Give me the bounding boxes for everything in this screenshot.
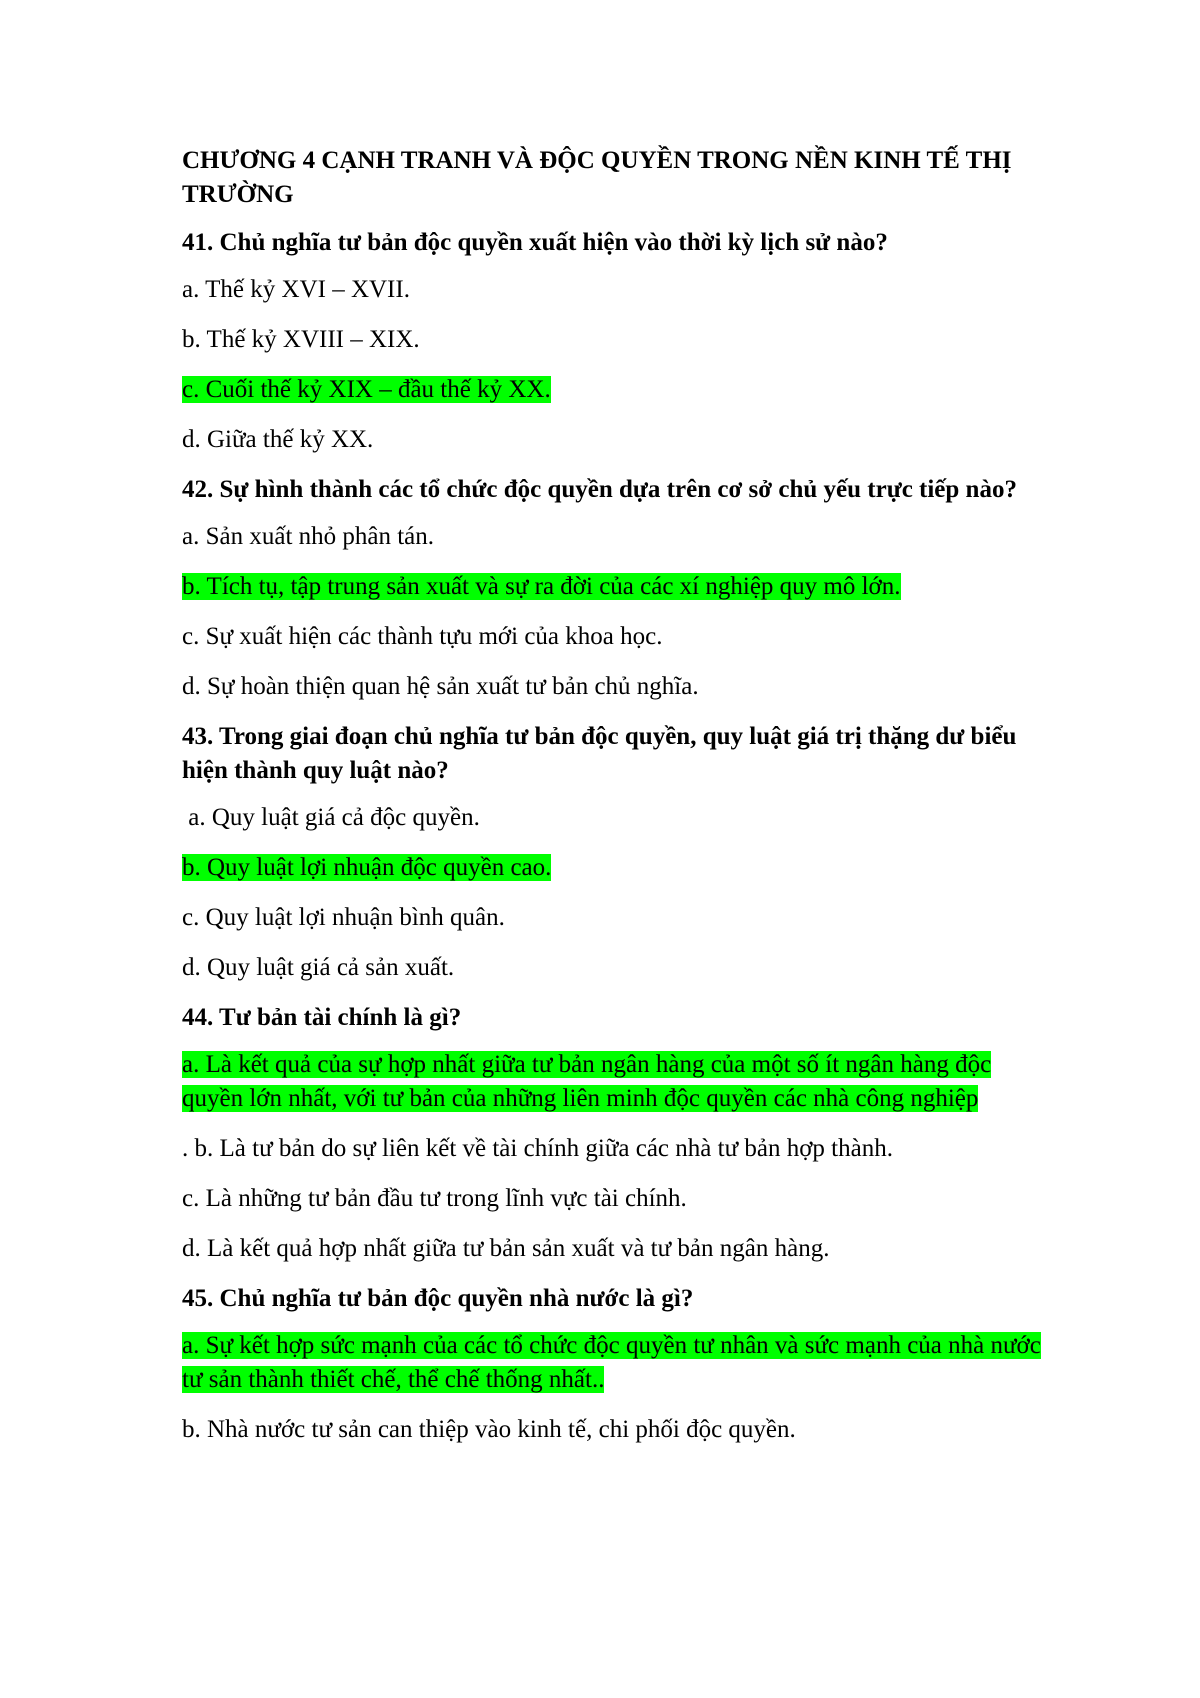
correct-answer-option: [182, 851, 1042, 885]
answer-option-text: d. Quy luật giá cả sản xuất.: [182, 954, 455, 981]
question-block: [182, 1001, 1040, 1266]
answer-option-text: c. Là những tư bản đầu tư trong lĩnh vực tài chính.: [182, 1185, 687, 1212]
question-block: [182, 720, 1040, 985]
answer-option: [182, 520, 1042, 554]
answer-option: [182, 1132, 1042, 1166]
answer-option: [182, 670, 1042, 704]
answer-option-text: c. Quy luật lợi nhuận bình quân.: [182, 904, 505, 931]
answer-option: [182, 801, 1042, 835]
answer-option-text: a. Thế kỷ XVI – XVII.: [182, 276, 410, 303]
highlighted-answer-text: b. Tích tụ, tập trung sản xuất và sự ra đời của các xí nghiệp quy mô lớn.: [182, 573, 901, 600]
answer-option: [182, 951, 1042, 985]
highlighted-answer-text: c. Cuối thế kỷ XIX – đầu thế kỷ XX.: [182, 376, 551, 403]
answer-option-text: b. Nhà nước tư sản can thiệp vào kinh tế, chi phối độc quyền.: [182, 1416, 796, 1443]
correct-answer-option: [182, 1048, 1042, 1116]
question-block: [182, 1282, 1040, 1447]
answer-option: [182, 423, 1042, 457]
answer-option-text: a. Quy luật giá cả độc quyền.: [182, 804, 480, 831]
chapter-heading: CHƯƠNG 4 CẠNH TRANH VÀ ĐỘC QUYỀN TRONG NỀN KINH TẾ THỊ TRƯỜNG: [182, 147, 1012, 208]
answer-option-text: c. Sự xuất hiện các thành tựu mới của khoa học.: [182, 623, 663, 650]
question-text: 41. Chủ nghĩa tư bản độc quyền xuất hiện vào thời kỳ lịch sử nào?: [182, 229, 888, 256]
question-text: 44. Tư bản tài chính là gì?: [182, 1004, 462, 1031]
highlighted-answer-text: b. Quy luật lợi nhuận độc quyền cao.: [182, 854, 552, 881]
answer-option: [182, 620, 1042, 654]
highlighted-answer-text: a. Sự kết hợp sức mạnh của các tổ chức độc quyền tư nhân và sức mạnh của nhà nước tư sản thành thiết chế, thể chế thống nhất..: [182, 1332, 1041, 1393]
answer-option-text: d. Là kết quả hợp nhất giữa tư bản sản xuất và tư bản ngân hàng.: [182, 1235, 830, 1262]
answer-option: [182, 1182, 1042, 1216]
answer-option-text: . b. Là tư bản do sự liên kết về tài chính giữa các nhà tư bản hợp thành.: [182, 1135, 893, 1162]
correct-answer-option: [182, 1329, 1042, 1397]
question-block: [182, 473, 1040, 704]
question-text: 43. Trong giai đoạn chủ nghĩa tư bản độc quyền, quy luật giá trị thặng dư biểu hiện thành quy luật nào?: [182, 723, 1017, 784]
question-text: 45. Chủ nghĩa tư bản độc quyền nhà nước là gì?: [182, 1285, 694, 1312]
answer-option-text: a. Sản xuất nhỏ phân tán.: [182, 523, 435, 550]
question-text: 42. Sự hình thành các tổ chức độc quyền dựa trên cơ sở chủ yếu trực tiếp nào?: [182, 476, 1017, 503]
answer-option-text: b. Thế kỷ XVIII – XIX.: [182, 326, 420, 353]
answer-option-text: d. Giữa thế kỷ XX.: [182, 426, 374, 453]
correct-answer-option: [182, 373, 1042, 407]
answer-option: [182, 1232, 1042, 1266]
highlighted-answer-text: a. Là kết quả của sự hợp nhất giữa tư bản ngân hàng của một số ít ngân hàng độc quyền lớn nhất, với tư bản của những liên minh độc quyền các nhà công nghiệp: [182, 1051, 992, 1112]
answer-option: [182, 1413, 1042, 1447]
correct-answer-option: [182, 570, 1042, 604]
answer-option: [182, 273, 1042, 307]
answer-option: [182, 901, 1042, 935]
question-block: [182, 226, 1040, 457]
answer-option: [182, 323, 1042, 357]
answer-option-text: d. Sự hoàn thiện quan hệ sản xuất tư bản chủ nghĩa.: [182, 673, 699, 700]
